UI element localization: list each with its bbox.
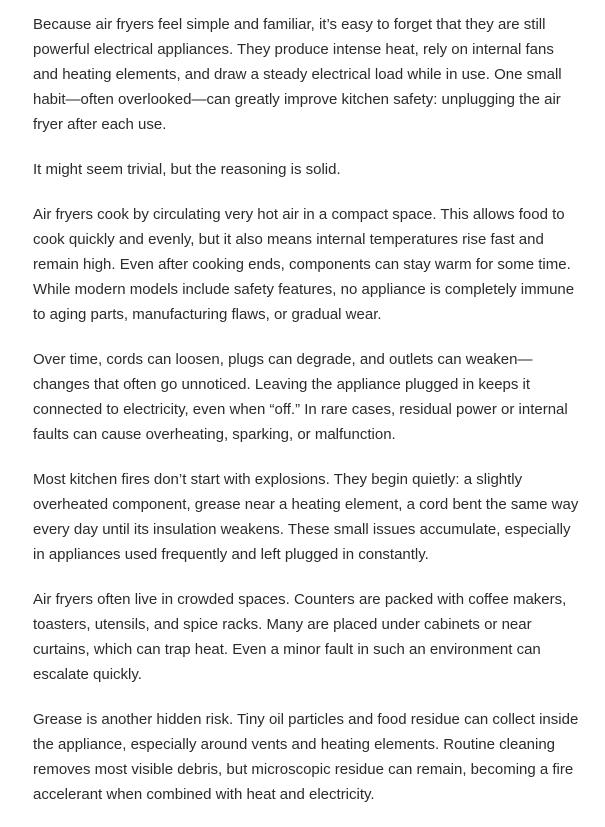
article-paragraph: Air fryers cook by circulating very hot air in a compact space. This allows food to cook quickly and evenly, but it also means internal temperatures rise fast and remain high. Even after cooking ends, components can stay warm for some time. While modern models include safety features, no appliance is completely immune to aging parts, manufacturing flaws, or gradual wear. (33, 206, 575, 323)
article-paragraph: Most kitchen fires don’t start with explosions. They begin quietly: a slightly overheated component, grease near a heating element, a cord bent the same way every day until its insulation weakens. These small issues accumulate, especially in appliances used frequently and left plugged in constantly. (33, 471, 579, 563)
article-paragraph: Because air fryers feel simple and familiar, it’s easy to forget that they are still powerful electrical appliances. They produce intense heat, rely on internal fans and heating elements, and draw a steady electrical load while in use. One small habit—often overlooked—can greatly improve kitchen safety: unplugging the air fryer after each use. (33, 16, 562, 133)
article-paragraph: Air fryers often live in crowded spaces. Counters are packed with coffee makers, toasters, utensils, and spice racks. Many are placed under cabinets or near curtains, which can trap heat. Even a minor fault in such an environment can escalate quickly. (33, 591, 567, 683)
article-paragraph: It might seem trivial, but the reasoning is solid. (33, 161, 341, 178)
article-paragraph: Over time, cords can loosen, plugs can degrade, and outlets can weaken—changes that often go unnoticed. Leaving the appliance plugged in keeps it connected to electricity, even when “off.” In rare cases, residual power or internal faults can cause overheating, sparking, or malfunction. (33, 351, 568, 443)
article-paragraph: Grease is another hidden risk. Tiny oil particles and food residue can collect inside the appliance, especially around vents and heating elements. Routine cleaning removes most visible debris, but microscopic residue can remain, becoming a fire accelerant when combined with heat and electricity. (33, 711, 579, 803)
article-body (33, 12, 581, 827)
